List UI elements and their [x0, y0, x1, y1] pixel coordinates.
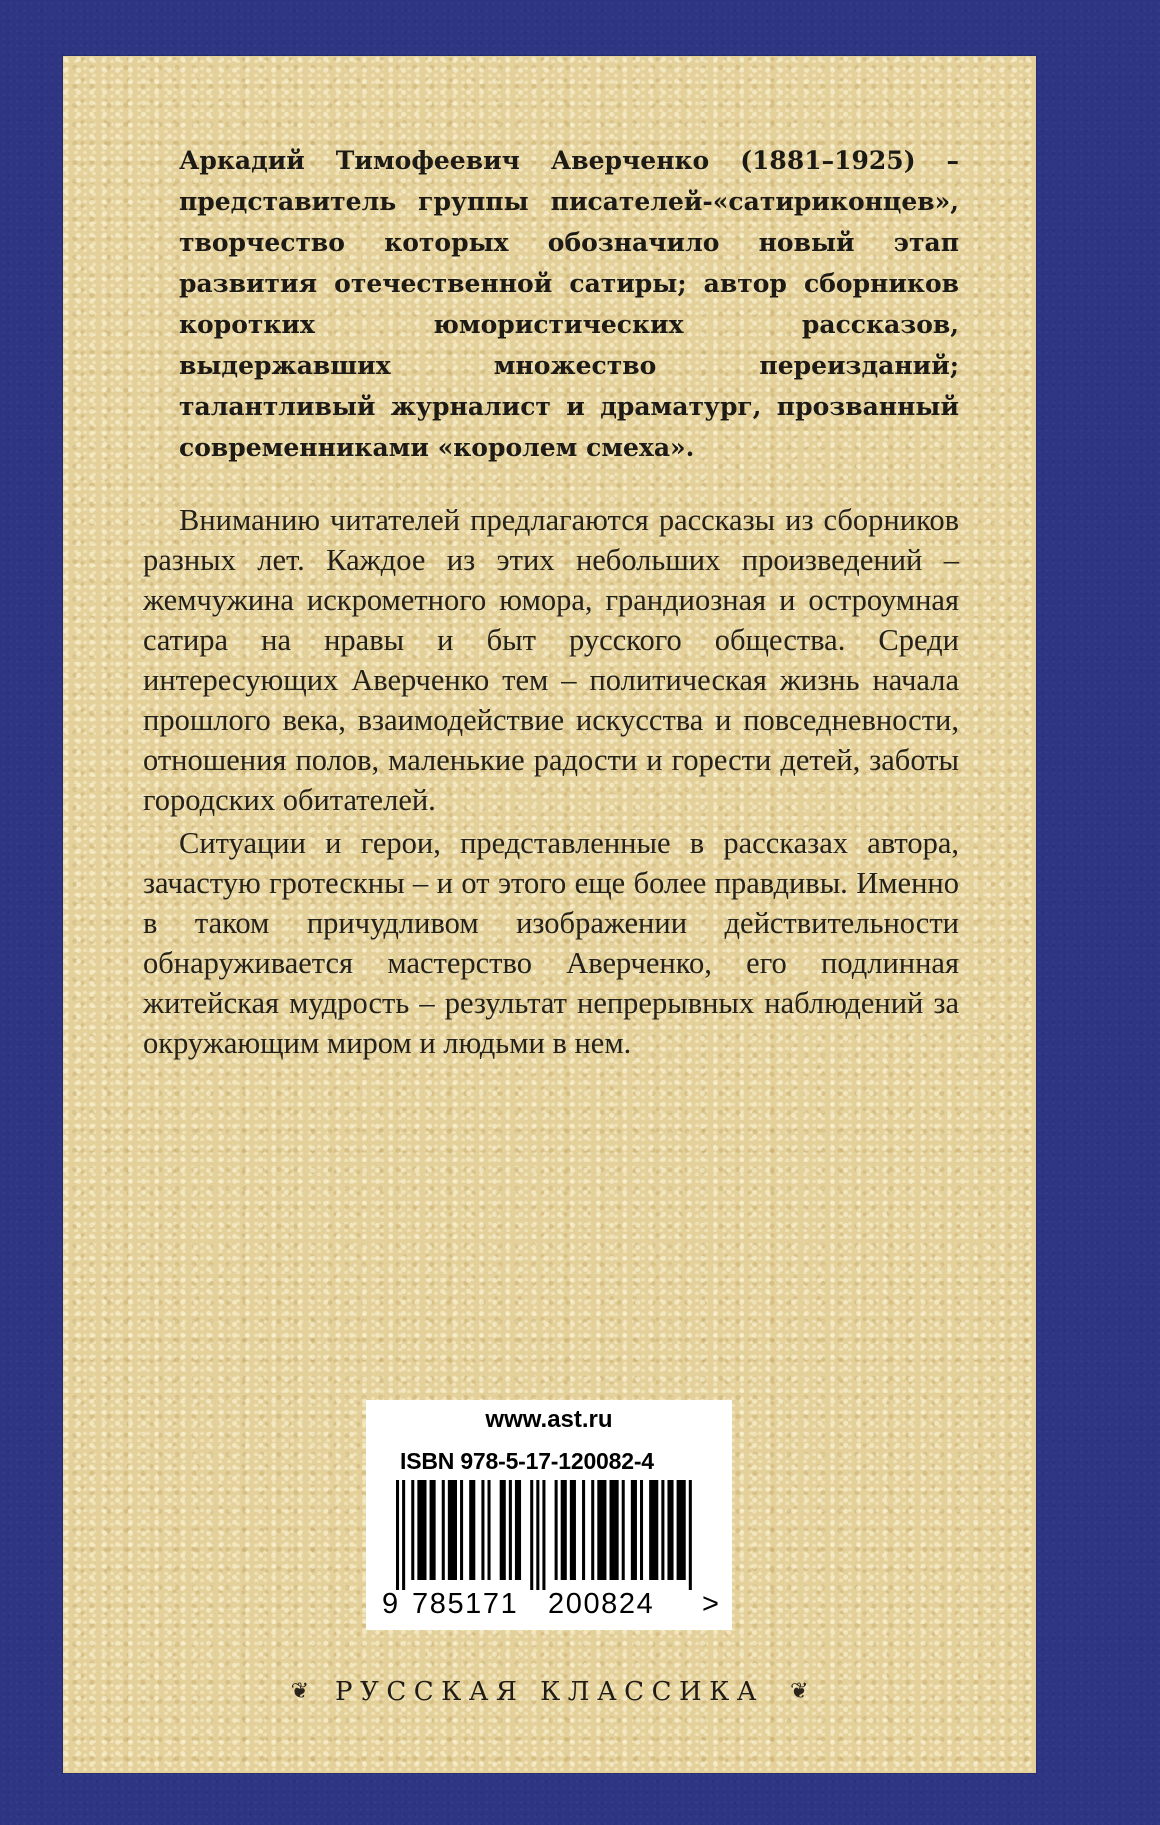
publisher-url: www.ast.ru	[485, 1406, 613, 1433]
barcode-bar	[417, 1480, 426, 1580]
author-bio: Аркадий Тимофеевич Аверченко (1881–1925) – представитель группы писателей-«сатириконцев», творчество которых обозначило новый этап развития отечественной сатиры; автор сборников коротких юмористических рассказов, выдержавших множество переизданий; талантливый журналист и драматург, прозванный современниками «королем смеха».	[179, 146, 959, 462]
barcode-bar	[597, 1480, 606, 1580]
series-line	[63, 1670, 1036, 1714]
barcode-bars	[394, 1480, 694, 1590]
barcode-bar	[661, 1480, 664, 1580]
barcode-bar	[509, 1480, 512, 1580]
description-paragraph-2: Ситуации и герои, представленные в рассказах автора, зачастую гротескны – и от этого еще более правдивы. Именно в таком причудливом изображении действительности обнаруживается мастерство Аверченко, его подлинная житейская мудрость – результат непрерывных наблюдений за окружающим миром и людьми в нем.	[143, 826, 959, 1060]
barcode-arrow: >	[702, 1588, 719, 1620]
series-title: РУССКАЯ КЛАССИКА	[335, 1677, 764, 1707]
barcode-digit-first: 9	[382, 1588, 399, 1620]
barcode-graphic	[394, 1480, 694, 1590]
barcode-bar	[582, 1480, 585, 1580]
fleuron-icon: ❦	[290, 1679, 310, 1704]
barcode-bar	[460, 1480, 463, 1580]
barcode-bar	[488, 1480, 491, 1580]
barcode-bar	[396, 1480, 399, 1590]
barcode-bar	[561, 1480, 567, 1580]
isbn-label: ISBN 978-5-17-120082-4	[400, 1448, 654, 1474]
barcode-digit-group-1: 785171	[412, 1588, 519, 1620]
description-paragraph-1: Вниманию читателей предлагаются рассказы из сборников разных лет. Каждое из этих небольших произведений – жемчужина искрометного юмора, грандиозная и остроумная сатира на нравы и быт русского общества. Среди интересующих Аверченко тем – политическая жизнь начала прошлого века, взаимодействие искусства и повседневности, отношения полов, маленькие радости и горести детей, заботы городских обитателей.	[143, 503, 959, 817]
barcode-bar	[448, 1480, 457, 1580]
barcode-bar	[555, 1480, 558, 1580]
barcode-bar	[570, 1480, 576, 1580]
barcode-bar	[530, 1480, 533, 1590]
barcode-digit-group-2: 200824	[548, 1588, 655, 1620]
barcode-bar	[622, 1480, 625, 1580]
barcode-bar	[469, 1480, 475, 1580]
barcode-bar	[430, 1480, 436, 1580]
barcode-bar	[689, 1480, 692, 1590]
barcode-bar	[542, 1480, 545, 1590]
barcode-bar	[500, 1480, 506, 1580]
barcode-box	[366, 1400, 732, 1630]
barcode-bar	[667, 1480, 673, 1580]
barcode-bar	[610, 1480, 619, 1580]
barcode-bar	[591, 1480, 594, 1580]
barcode-bar	[640, 1480, 643, 1580]
barcode-bar	[442, 1480, 445, 1580]
book-description	[143, 500, 959, 1063]
barcode-bar	[411, 1480, 414, 1580]
fleuron-icon: ❦	[789, 1679, 809, 1704]
barcode-bar	[481, 1480, 484, 1580]
barcode-bar	[536, 1480, 539, 1590]
barcode-bar	[649, 1480, 658, 1580]
barcode-bar	[402, 1480, 405, 1590]
barcode-bar	[515, 1480, 521, 1580]
barcode-bar	[677, 1480, 686, 1580]
barcode-bar	[631, 1480, 637, 1580]
